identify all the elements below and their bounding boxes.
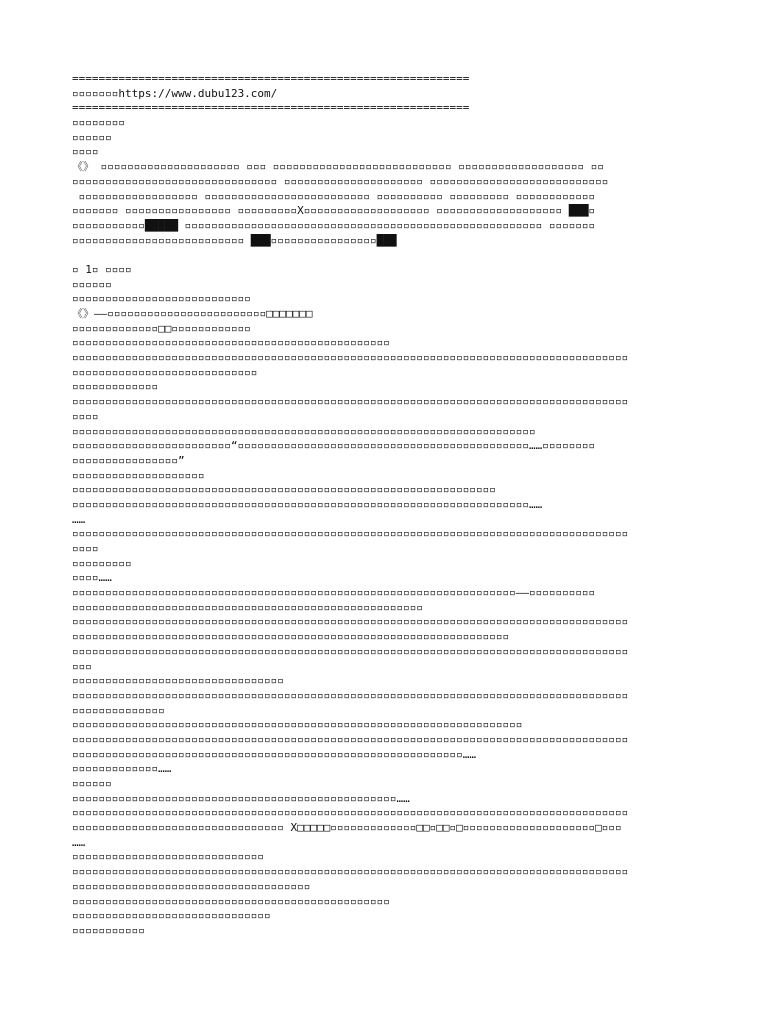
text-line: ▫▫▫▫: [72, 542, 99, 555]
text-line: ……: [72, 512, 86, 526]
text-line: ▫▫▫▫▫▫▫▫▫▫▫▫▫▫▫▫▫▫▫▫▫▫▫▫▫▫▫▫▫▫▫▫▫▫▫▫▫▫▫▫▫▫▫▫▫▫▫▫▫▫▫▫▫▫▫▫▫▫▫▫▫▫▫▫▫▫▫▫▫▫▫▫▫▫▫▫▫▫▫▫▫▫▫▫: [72, 615, 629, 629]
text-line: ▫▫▫▫▫▫▫▫▫▫▫▫▫▫▫▫▫▫▫▫▫▫▫▫▫▫▫▫▫▫▫▫▫▫▫▫▫▫▫▫▫▫▫▫▫▫▫▫▫▫▫▫▫▫▫▫▫▫▫……: [72, 747, 476, 761]
text-line: ▫▫▫▫▫▫▫▫▫▫▫▫▫▫▫▫▫▫▫▫▫▫▫▫▫▫▫▫▫▫▫▫▫▫▫▫▫▫▫▫▫▫▫▫▫▫▫▫▫▫▫▫▫▫▫▫▫▫▫▫▫▫▫▫: [72, 483, 496, 497]
intro-section: [72, 116, 712, 248]
document-body: [72, 72, 712, 939]
text-line: ▫▫▫▫▫▫▫▫▫▫▫▫▫▫▫▫▫▫▫▫▫▫▫▫▫▫▫▫▫▫▫▫▫▫▫▫▫▫▫▫▫▫▫▫▫▫▫▫▫▫▫▫▫▫▫▫▫▫▫▫▫▫▫▫▫▫▫▫▫▫▫▫▫▫▫▫▫▫▫▫▫▫▫▫: [72, 865, 629, 879]
intro-line: ▫▫▫▫▫▫▫▫: [72, 116, 125, 130]
intro-line: ▫▫▫▫▫▫▫▫▫▫▫█████ ▫▫▫▫▫▫▫▫▫▫▫▫▫▫▫▫▫▫▫▫▫▫▫▫▫▫▫▫▫▫▫▫▫▫▫▫▫▫▫▫▫▫▫▫▫▫▫▫▫▫▫▫▫▫ ▫▫▫▫▫▫▫: [72, 218, 596, 232]
intro-line: ▫▫▫▫▫▫▫ ▫▫▫▫▫▫▫▫▫▫▫▫▫▫▫▫ ▫▫▫▫▫▫▫▫▫X▫▫▫▫▫▫▫▫▫▫▫▫▫▫▫▫▫▫▫ ▫▫▫▫▫▫▫▫▫▫▫▫▫▫▫▫▫▫▫ ███▫: [72, 204, 596, 218]
text-line: ▫▫▫▫▫▫▫▫▫▫▫▫▫▫: [72, 703, 165, 717]
text-line: ▫▫▫▫▫▫▫▫▫▫▫▫▫▫▫▫▫▫▫▫▫▫▫▫▫▫▫▫▫▫▫▫▫▫▫▫: [72, 879, 311, 893]
header-rule-top: ============================================================: [72, 72, 470, 85]
text-line: ▫▫▫▫▫▫▫▫▫▫▫▫▫▫▫▫▫▫▫▫▫▫▫▫▫▫▫▫▫▫▫▫▫▫▫▫▫▫▫▫▫▫▫▫▫▫▫▫: [72, 894, 390, 908]
text-line: ▫▫▫▫▫▫▫▫▫▫▫▫▫▫▫▫▫▫▫▫▫▫▫▫▫▫▫▫▫▫▫▫▫▫▫▫▫▫▫▫▫▫▫▫▫▫▫▫▫▫▫▫▫▫▫▫▫▫▫▫▫▫▫▫▫▫▫▫▫▫▫▫▫▫▫▫▫▫▫▫▫▫▫▫: [72, 732, 629, 746]
text-line: ▫▫▫▫▫▫▫▫▫▫▫▫▫▫▫▫▫▫▫▫▫▫▫▫▫▫▫▫▫▫▫▫▫▫▫▫▫▫▫▫▫▫▫▫▫▫▫▫▫▫▫▫▫▫▫▫▫▫▫▫▫▫▫▫▫▫▫▫▫▫▫▫▫▫▫▫▫▫▫▫▫▫▫▫: [72, 688, 629, 702]
header-rule-bottom: ============================================================: [72, 101, 470, 115]
text-line: ▫▫▫▫▫▫▫▫▫▫▫▫▫▫▫▫▫▫▫▫▫▫▫▫▫▫▫▫▫▫▫▫▫▫▫▫▫▫▫▫▫▫▫▫▫▫▫▫▫▫▫▫▫▫▫▫▫▫▫▫▫▫▫▫▫▫: [72, 630, 510, 644]
text-line: ▫▫▫▫▫▫▫▫▫▫▫▫▫▫▫▫▫▫▫▫▫▫▫▫▫▫▫▫: [72, 365, 258, 379]
text-line: ▫▫▫▫▫▫▫▫▫▫▫▫▫▫▫▫▫▫▫▫▫▫▫▫“▫▫▫▫▫▫▫▫▫▫▫▫▫▫▫▫▫▫▫▫▫▫▫▫▫▫▫▫▫▫▫▫▫▫▫▫▫▫▫▫▫▫▫▫……▫▫▫▫▫▫▫▫: [72, 439, 596, 453]
chapter-body: [72, 278, 712, 939]
text-line: ▫▫▫▫▫▫▫▫▫▫▫▫▫▫▫▫”: [72, 453, 185, 467]
intro-line: ▫▫▫▫▫▫▫▫▫▫▫▫▫▫▫▫▫▫▫▫▫▫▫▫▫▫ ███▫▫▫▫▫▫▫▫▫▫▫▫▫▫▫▫███: [72, 233, 397, 247]
text-line: ▫▫▫▫▫▫▫▫▫▫▫▫▫▫▫▫▫▫▫▫: [72, 468, 205, 482]
site-url-line: ▫▫▫▫▫▫▫https://www.dubu123.com/: [72, 86, 278, 100]
text-line: ▫▫▫▫▫▫▫▫▫▫▫▫▫▫▫▫▫▫▫▫▫▫▫▫▫▫▫▫▫▫▫▫▫▫▫▫▫▫▫▫▫▫▫▫▫▫▫▫▫▫▫▫▫▫▫▫▫▫▫▫▫▫▫▫▫▫▫▫▫……: [72, 497, 543, 511]
text-line: ▫▫▫▫▫▫▫▫▫▫▫▫▫▫▫▫▫▫▫▫▫▫▫▫▫▫▫▫▫▫▫▫▫▫▫▫▫▫▫▫▫▫▫▫▫▫▫▫▫▫▫▫▫▫▫▫▫▫▫▫▫▫▫▫▫▫▫▫▫▫▫▫▫▫▫▫▫▫▫▫▫▫▫▫: [72, 351, 629, 365]
text-line: ▫▫▫▫▫▫▫▫▫▫▫▫▫……: [72, 762, 172, 776]
intro-line: ▫▫▫▫▫▫▫▫▫▫▫▫▫▫▫▫▫▫ ▫▫▫▫▫▫▫▫▫▫▫▫▫▫▫▫▫▫▫▫▫▫▫▫▫ ▫▫▫▫▫▫▫▫▫▫ ▫▫▫▫▫▫▫▫▫ ▫▫▫▫▫▫▫▫▫▫▫▫: [72, 189, 596, 203]
text-line: ▫▫▫▫▫▫▫▫▫▫▫▫▫▫▫▫▫▫▫▫▫▫▫▫▫▫▫▫▫▫: [72, 909, 271, 923]
text-line: ▫▫▫▫▫▫▫▫▫▫▫▫▫▫▫▫▫▫▫▫▫▫▫▫▫▫▫▫▫▫▫▫▫▫▫▫▫▫▫▫▫▫▫▫▫▫▫▫▫▫▫▫▫▫▫▫▫▫▫▫▫▫▫▫▫▫▫▫▫▫▫▫▫▫▫▫▫▫▫▫▫▫▫▫: [72, 395, 629, 409]
section-spacer: [72, 248, 712, 263]
text-line: ▫▫▫▫▫▫▫▫▫▫▫▫▫▫▫▫▫▫▫▫▫▫▫▫▫▫▫▫▫▫▫▫▫▫▫▫▫▫▫▫▫▫▫▫▫▫▫▫: [72, 336, 390, 350]
text-line: ▫▫▫▫▫▫▫▫▫▫▫▫▫▫▫▫▫▫▫▫▫▫▫▫▫▫▫▫▫▫▫▫▫▫▫▫▫▫▫▫▫▫▫▫▫▫▫▫▫▫▫▫▫▫▫▫▫▫▫▫▫▫▫▫▫▫▫▫: [72, 718, 523, 732]
text-line: ▫▫▫▫▫▫▫▫▫▫▫▫▫▫▫▫▫▫▫▫▫▫▫▫▫▫▫▫▫▫▫▫▫▫▫▫▫▫▫▫▫▫▫▫▫▫▫▫▫▫▫▫▫▫▫▫▫▫▫▫▫▫▫▫▫▫▫——▫▫▫▫▫▫▫▫▫▫: [72, 586, 596, 600]
text-line: ▫▫▫: [72, 659, 92, 673]
text-line: 《》——▫▫▫▫▫▫▫▫▫▫▫▫▫▫▫▫▫▫▫▫▫▫▫▫□□□□□□□: [72, 307, 313, 320]
text-line: ▫▫▫▫▫▫▫▫▫▫▫▫▫▫▫▫▫▫▫▫▫▫▫▫▫▫▫▫▫▫▫▫▫▫▫▫▫▫▫▫▫▫▫▫▫▫▫▫▫……: [72, 791, 410, 805]
text-line: ▫▫▫▫: [72, 409, 99, 423]
text-line: ▫▫▫▫▫▫▫▫▫▫▫▫▫▫▫▫▫▫▫▫▫▫▫▫▫▫▫▫▫▫▫▫: [72, 674, 284, 688]
text-line: ▫▫▫▫▫▫▫▫▫▫▫▫▫▫▫▫▫▫▫▫▫▫▫▫▫▫▫▫▫▫▫▫ X□□□□□▫▫▫▫▫▫▫▫▫▫▫▫▫□□▫□□▫□▫▫▫▫▫▫▫▫▫▫▫▫▫▫▫▫▫▫▫▫□▫▫▫: [72, 821, 622, 835]
intro-line: ▫▫▫▫: [72, 145, 99, 159]
intro-line: ▫▫▫▫▫▫▫▫▫▫▫▫▫▫▫▫▫▫▫▫▫▫▫▫▫▫▫▫▫▫▫ ▫▫▫▫▫▫▫▫▫▫▫▫▫▫▫▫▫▫▫▫▫ ▫▫▫▫▫▫▫▫▫▫▫▫▫▫▫▫▫▫▫▫▫▫▫▫▫▫▫: [72, 174, 609, 188]
text-line: ▫▫▫▫▫▫▫▫▫▫▫▫▫: [72, 380, 159, 394]
text-line: ▫▫▫▫▫▫: [72, 277, 112, 291]
intro-line: 《》 ▫▫▫▫▫▫▫▫▫▫▫▫▫▫▫▫▫▫▫▫▫ ▫▫▫ ▫▫▫▫▫▫▫▫▫▫▫▫▫▫▫▫▫▫▫▫▫▫▫▫▫▫▫ ▫▫▫▫▫▫▫▫▫▫▫▫▫▫▫▫▫▫▫ ▫▫: [72, 160, 604, 174]
text-line: ▫▫▫▫▫▫▫▫▫▫▫▫▫▫▫▫▫▫▫▫▫▫▫▫▫▫▫▫▫: [72, 850, 265, 864]
text-line: ▫▫▫▫▫▫: [72, 777, 112, 790]
text-line: ▫▫▫▫▫▫▫▫▫▫▫▫▫▫▫▫▫▫▫▫▫▫▫▫▫▫▫: [72, 292, 251, 306]
text-line: ▫▫▫▫▫▫▫▫▫▫▫▫▫▫▫▫▫▫▫▫▫▫▫▫▫▫▫▫▫▫▫▫▫▫▫▫▫▫▫▫▫▫▫▫▫▫▫▫▫▫▫▫▫▫▫▫▫▫▫▫▫▫▫▫▫▫▫▫▫▫: [72, 424, 536, 438]
text-line: ▫▫▫▫▫▫▫▫▫▫▫: [72, 923, 145, 937]
text-line: ▫▫▫▫▫▫▫▫▫▫▫▫▫▫▫▫▫▫▫▫▫▫▫▫▫▫▫▫▫▫▫▫▫▫▫▫▫▫▫▫▫▫▫▫▫▫▫▫▫▫▫▫▫: [72, 600, 423, 614]
chapter-heading: ▫ 1▫ ▫▫▫▫: [72, 262, 132, 276]
intro-line: ▫▫▫▫▫▫: [72, 130, 112, 144]
text-line: ▫▫▫▫▫▫▫▫▫▫▫▫▫▫▫▫▫▫▫▫▫▫▫▫▫▫▫▫▫▫▫▫▫▫▫▫▫▫▫▫▫▫▫▫▫▫▫▫▫▫▫▫▫▫▫▫▫▫▫▫▫▫▫▫▫▫▫▫▫▫▫▫▫▫▫▫▫▫▫▫▫▫▫▫: [72, 806, 629, 820]
text-line: ▫▫▫▫▫▫▫▫▫▫▫▫▫□□▫▫▫▫▫▫▫▫▫▫▫▫: [72, 321, 251, 335]
text-line: ▫▫▫▫▫▫▫▫▫▫▫▫▫▫▫▫▫▫▫▫▫▫▫▫▫▫▫▫▫▫▫▫▫▫▫▫▫▫▫▫▫▫▫▫▫▫▫▫▫▫▫▫▫▫▫▫▫▫▫▫▫▫▫▫▫▫▫▫▫▫▫▫▫▫▫▫▫▫▫▫▫▫▫▫: [72, 527, 629, 541]
text-line: ▫▫▫▫▫▫▫▫▫▫▫▫▫▫▫▫▫▫▫▫▫▫▫▫▫▫▫▫▫▫▫▫▫▫▫▫▫▫▫▫▫▫▫▫▫▫▫▫▫▫▫▫▫▫▫▫▫▫▫▫▫▫▫▫▫▫▫▫▫▫▫▫▫▫▫▫▫▫▫▫▫▫▫▫: [72, 644, 629, 658]
text-line: ……: [72, 835, 86, 849]
text-line: ▫▫▫▫▫▫▫▫▫: [72, 556, 132, 570]
text-line: ▫▫▫▫……: [72, 571, 112, 585]
